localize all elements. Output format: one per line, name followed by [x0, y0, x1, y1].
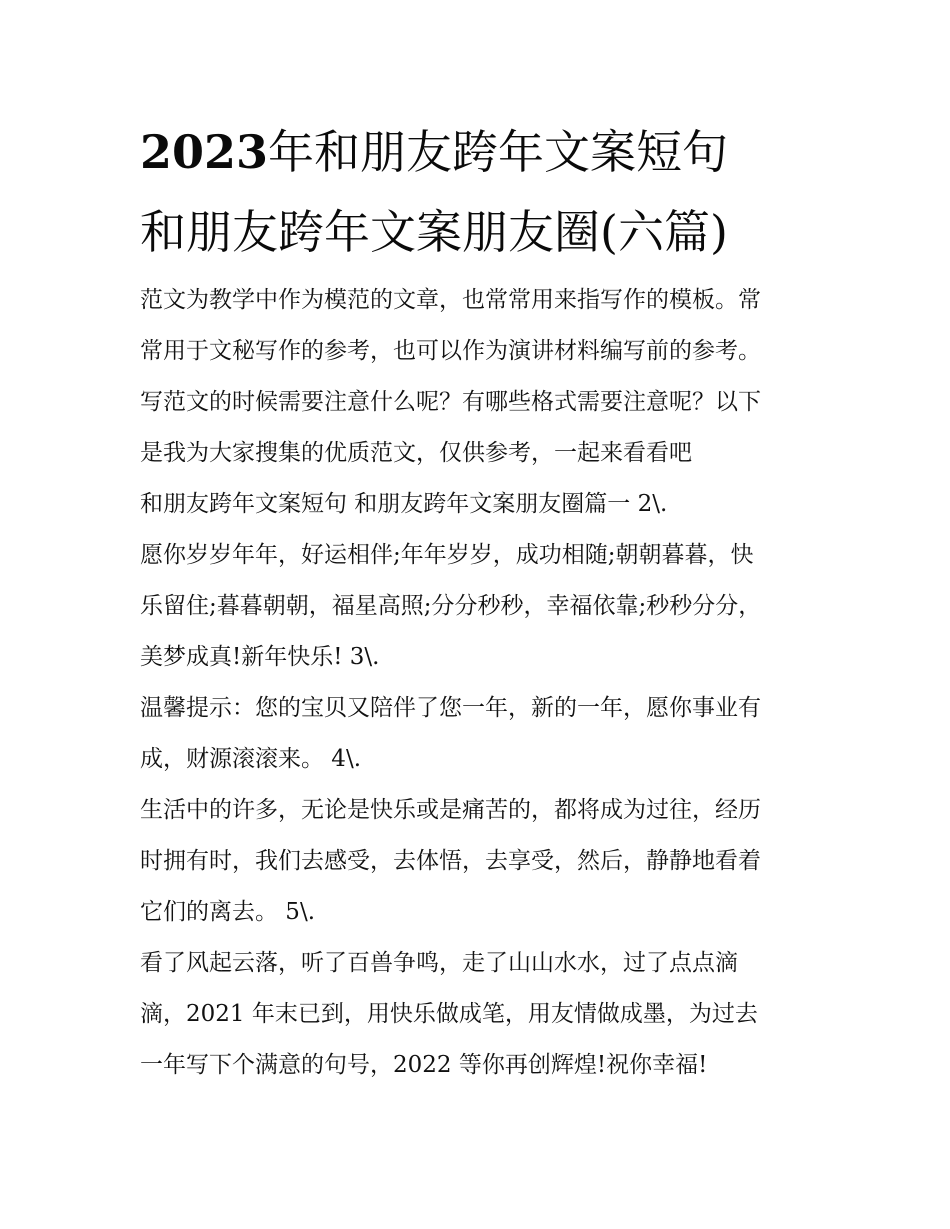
body-line-12: 时拥有时，我们去感受，去体悟，去享受，然后，静静地看着 — [140, 848, 761, 874]
body-line-3: 写范文的时候需要注意什么呢？有哪些格式需要注意呢？以下 — [140, 389, 761, 415]
body-line-5: 和朋友跨年文案短句 和朋友跨年文案朋友圈篇一 2\. — [140, 491, 668, 517]
body-line-8: 美梦成真!新年快乐! 3\. — [140, 644, 380, 670]
title-line-1 — [140, 112, 840, 192]
body-line-16: 一年写下个满意的句号，2022 等你再创辉煌!祝你幸福! — [140, 1052, 708, 1078]
body-line-15: 滴，2021 年末已到，用快乐做成笔，用友情做成墨，为过去 — [140, 1001, 758, 1027]
body-line-14: 看了风起云落，听了百兽争鸣，走了山山水水，过了点点滴 — [140, 950, 738, 976]
title-line-2: 和朋友跨年文案朋友圈(六篇) — [140, 205, 728, 259]
body-line-11: 生活中的许多，无论是快乐或是痛苦的，都将成为过往，经历 — [140, 797, 761, 823]
document-body — [140, 275, 830, 1091]
body-line-10: 成，财源滚滚来。 4\. — [140, 746, 362, 772]
title-year: 2023 — [140, 125, 269, 179]
title-line-1-text: 年和朋友跨年文案短句 — [268, 125, 729, 179]
body-line-7: 乐留住;暮暮朝朝，福星高照;分分秒秒，幸福依靠;秒秒分分， — [140, 593, 762, 619]
body-line-13: 它们的离去。 5\. — [140, 899, 316, 925]
document-title — [140, 112, 840, 272]
body-line-1: 范文为教学中作为模范的文章，也常常用来指写作的模板。常 — [140, 287, 761, 313]
body-line-9: 温馨提示：您的宝贝又陪伴了您一年，新的一年，愿你事业有 — [140, 695, 761, 721]
body-line-2: 常用于文秘写作的参考，也可以作为演讲材料编写前的参考。 — [140, 338, 761, 364]
body-line-6: 愿你岁岁年年，好运相伴;年年岁岁，成功相随;朝朝暮暮，快 — [140, 542, 754, 568]
body-line-4: 是我为大家搜集的优质范文，仅供参考，一起来看看吧 — [140, 440, 692, 466]
